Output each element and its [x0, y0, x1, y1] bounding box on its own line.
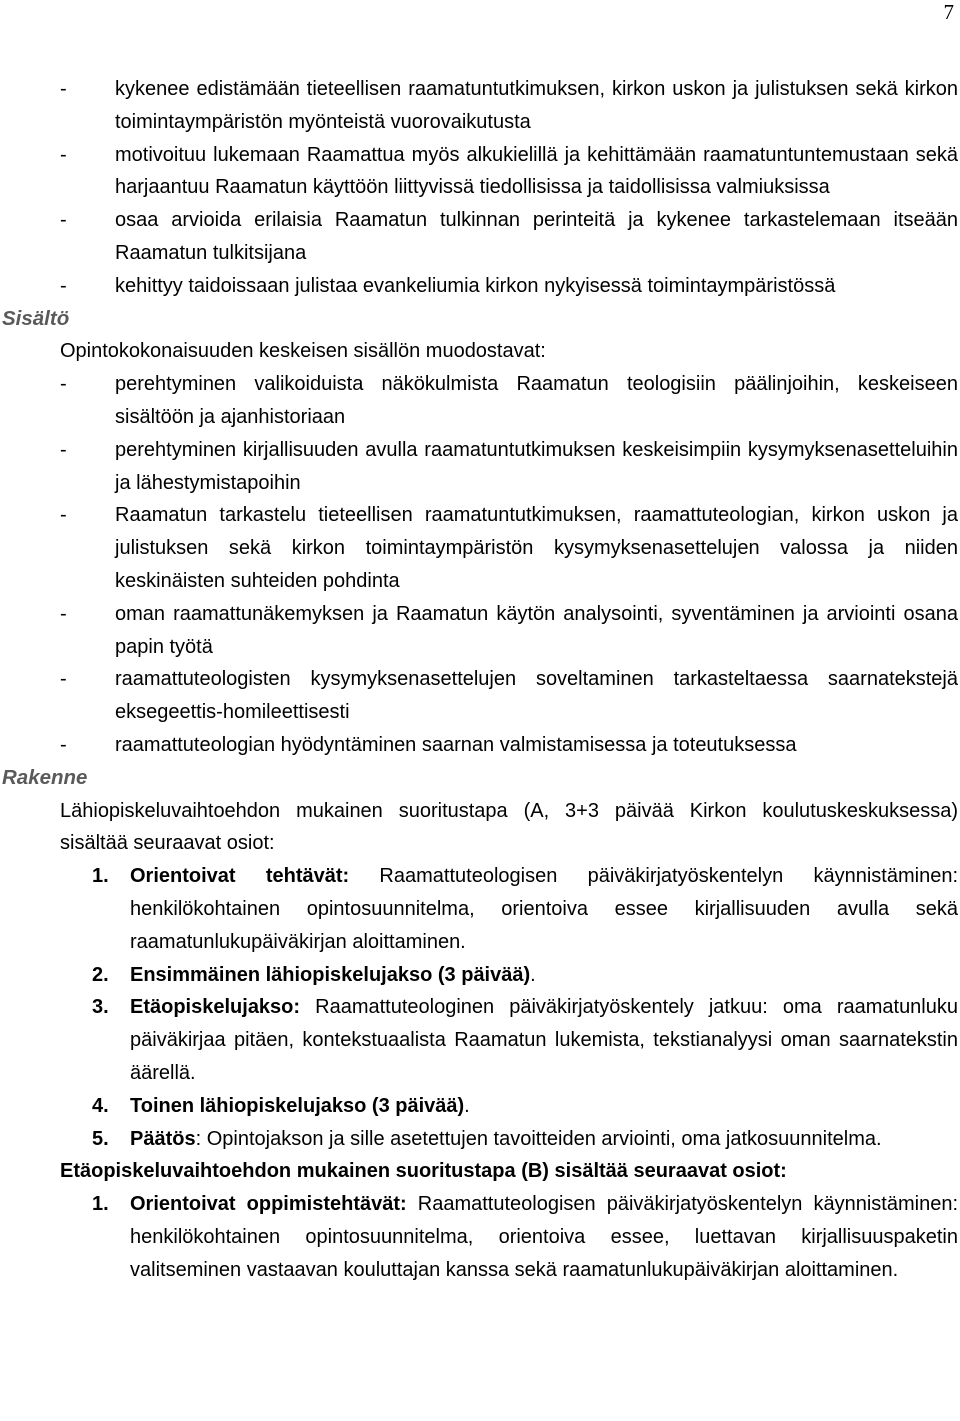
dash-bullet: - [60, 373, 67, 396]
section-heading-sisalto: Sisältö [2, 306, 70, 330]
item-title: Ensimmäinen lähiopiskelujakso (3 päivää) [130, 963, 531, 986]
numbered-item [0, 1188, 960, 1286]
numbered-item [0, 959, 960, 992]
rakenne-intro-a: Lähiopiskeluvaihtoehdon mukainen suoritustapa (A, 3+3 päivää Kirkon koulutuskeskuksessa) sisältää seuraavat osiot: [60, 799, 958, 855]
dash-bullet: - [60, 209, 67, 232]
section-heading-rakenne: Rakenne [2, 765, 88, 789]
dash-bullet: - [60, 78, 67, 100]
list-item: - perehtyminen valikoiduista näkökulmista Raamatun teologisiin päälinjoihin, keskeiseen sisältöön ja ajanhistoriaan [0, 368, 960, 434]
item-title: Toinen lähiopiskelujakso (3 päivää) [130, 1094, 465, 1117]
list-item: - osaa arvioida erilaisia Raamatun tulkinnan perinteitä ja kykenee tarkastelemaan itseään Raamatun tulkitsijana [0, 204, 960, 270]
item-title: Orientoivat oppimistehtävät: [130, 1193, 407, 1216]
dash-bullet: - [60, 602, 67, 625]
item-text: . [530, 963, 536, 986]
item-number: 3. [92, 996, 109, 1019]
list-item: - raamattuteologisten kysymyksenasettelujen soveltaminen tarkasteltaessa saarnatekstejä eksegeettis-homileettisesti [0, 663, 960, 729]
list-item: - perehtyminen kirjallisuuden avulla raamatuntutkimuksen keskeisimpiin kysymyksenasetteluihin ja lähestymistapoihin [0, 434, 960, 500]
goals-list [0, 73, 960, 303]
item-number: 1. [92, 1193, 109, 1216]
dash-bullet: - [60, 274, 67, 297]
dash-bullet: - [60, 143, 67, 166]
rakenne-list-a [0, 860, 960, 1155]
numbered-item [0, 991, 960, 1089]
dash-bullet: - [60, 733, 67, 756]
item-title: Orientoivat tehtävät: [130, 865, 350, 888]
item-text: Raamattuteologisen päiväkirjatyöskentelyn käynnistäminen: henkilökohtainen opintosuunnitelma, orientoiva essee, luettavan kirjallisuuspaketin valitseminen vastaavan kouluttajan kanssa sekä raamatunlukupäiväkirjan aloittaminen. [130, 1193, 958, 1281]
list-item: - kykenee edistämään tieteellisen raamatuntutkimuksen, kirkon uskon ja julistuksen sekä kirkon toimintaympäristön myönteistä vuorovaikutusta [0, 73, 960, 139]
list-item: - kehittyy taidoissaan julistaa evankeliumia kirkon nykyisessä toimintaympäristössä [0, 270, 960, 303]
rakenne-list-b [0, 1188, 960, 1286]
list-item: - oman raamattunäkemyksen ja Raamatun käytön analysointi, syventäminen ja arviointi osana papin työtä [0, 598, 960, 664]
item-title: Päätös [130, 1127, 196, 1150]
numbered-item [0, 1090, 960, 1123]
numbered-item [0, 860, 960, 958]
dash-bullet: - [60, 438, 67, 461]
sisalto-intro: Opintokokonaisuuden keskeisen sisällön muodostavat: [60, 340, 546, 363]
list-item: - raamattuteologian hyödyntäminen saarnan valmistamisessa ja toteutuksessa [0, 729, 960, 762]
item-number: 4. [92, 1094, 109, 1117]
item-text: Raamattuteologisen päiväkirjatyöskentelyn käynnistäminen: henkilökohtainen opintosuunnitelma, orientoiva essee kirjallisuuden avulla sekä raamatunlukupäiväkirjan aloittaminen. [130, 865, 958, 953]
item-text: : Opintojakson ja sille asetettujen tavoitteiden arviointi, oma jatkosuunnitelma. [195, 1127, 882, 1150]
rakenne-intro-b: Etäopiskeluvaihtoehdon mukainen suoritustapa (B) sisältää seuraavat osiot: [60, 1160, 787, 1183]
item-title: Etäopiskelujakso: [130, 996, 301, 1019]
item-number: 2. [92, 963, 109, 986]
item-number: 1. [92, 865, 109, 888]
dash-bullet: - [60, 668, 67, 691]
item-text: Raamattuteologinen päiväkirjatyöskentely jatkuu: oma raamatunluku päiväkirjaa pitäen, kontekstuaalista Raamatun lukemista, tekstianalyysi oman saarnatekstin äärellä. [130, 996, 958, 1084]
list-item: - motivoituu lukemaan Raamattua myös alkukielillä ja kehittämään raamatuntuntemustaan sekä harjaantuu Raamatun käyttöön liittyvissä tiedollisissa ja taidollisissa valmiuksissa [0, 139, 960, 205]
dash-bullet: - [60, 504, 67, 527]
document-body [0, 73, 960, 1286]
numbered-item [0, 1123, 960, 1156]
item-text: . [464, 1094, 470, 1117]
page-number: 7 [943, 0, 954, 24]
list-item: - Raamatun tarkastelu tieteellisen raamatuntutkimuksen, raamattuteologian, kirkon uskon ja julistuksen sekä kirkon toimintaympäristön kysymyksenasettelujen valossa ja niiden keskinäisten suhteiden pohdinta [0, 499, 960, 597]
item-number: 5. [92, 1127, 109, 1150]
sisalto-list [0, 368, 960, 762]
